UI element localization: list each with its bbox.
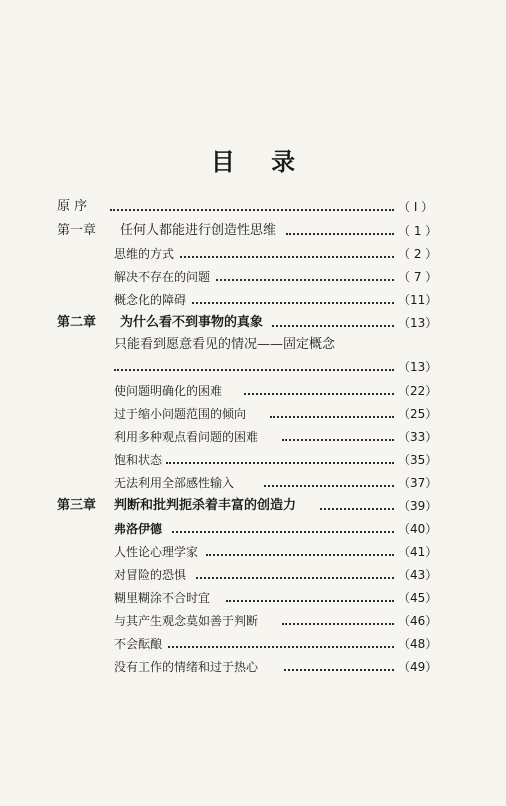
toc-page-number: （13）: [398, 316, 438, 330]
dot-leader: [286, 233, 394, 235]
toc-page-number: （35）: [398, 453, 438, 467]
dot-leader: [226, 600, 394, 602]
toc-chapter-label: 第三章: [57, 498, 97, 513]
toc-row[interactable]: [0, 610, 506, 632]
dot-leader: [206, 554, 394, 556]
toc-chapter-label: 第二章: [57, 315, 97, 330]
toc-row[interactable]: [0, 266, 506, 288]
toc-row[interactable]: [0, 656, 506, 678]
toc-page-number: （46）: [398, 614, 438, 628]
toc-page-number: （13）: [398, 360, 438, 374]
toc-entry-title: 与其产生观念莫如善于判断: [114, 614, 259, 628]
toc-row[interactable]: [0, 633, 506, 655]
dot-leader: [264, 485, 394, 487]
toc-row[interactable]: [0, 289, 506, 311]
dot-leader: [166, 462, 394, 464]
dot-leader: [168, 646, 394, 648]
toc-row[interactable]: [0, 541, 506, 563]
toc-entry-title: 无法利用全部感性输入: [114, 476, 235, 490]
toc-row[interactable]: [0, 196, 506, 218]
toc-row[interactable]: [0, 564, 506, 586]
dot-leader: [192, 302, 394, 304]
dot-leader: [282, 439, 394, 441]
dot-leader: [172, 531, 394, 533]
toc-entry-title: 思维的方式: [114, 247, 175, 261]
toc-entry-title: 使问题明确化的困难: [114, 384, 223, 398]
toc-row[interactable]: [0, 449, 506, 471]
toc-page-number: （40）: [398, 522, 438, 536]
dot-leader: [180, 256, 394, 258]
toc-page-number: （ 2 ）: [398, 247, 438, 261]
toc-row[interactable]: [0, 312, 506, 334]
toc-entry-title: 没有工作的情绪和过于热心: [114, 660, 259, 674]
toc-entry-title: 对冒险的恐惧: [114, 568, 187, 582]
toc-row[interactable]: [0, 380, 506, 402]
toc-page-number: （11）: [398, 293, 438, 307]
toc-entry-title: 人性论心理学家: [114, 545, 199, 559]
toc-row[interactable]: [0, 243, 506, 265]
toc-page-number: （22）: [398, 384, 438, 398]
dot-leader: [320, 508, 394, 510]
toc-page-number: （ I ）: [398, 200, 434, 214]
toc-page-number: （43）: [398, 568, 438, 582]
toc-entry-title: 只能看到愿意看见的情况——固定概念: [114, 337, 336, 352]
toc-page-number: （ 1 ）: [398, 224, 438, 238]
toc-page-number: （39）: [398, 499, 438, 513]
toc-page-number: （33）: [398, 430, 438, 444]
dot-leader: [244, 393, 394, 395]
toc-entry-title: 利用多种观点看问题的困难: [114, 430, 259, 444]
dot-leader: [114, 369, 394, 371]
dot-leader: [272, 325, 394, 327]
toc-page-number: （48）: [398, 637, 438, 651]
toc-row[interactable]: [0, 356, 506, 378]
toc-page-number: （37）: [398, 476, 438, 490]
toc-entry-title: 为什么看不到事物的真象: [120, 315, 264, 330]
dot-leader: [196, 577, 394, 579]
toc-entry-title: 饱和状态: [114, 453, 163, 467]
toc-row[interactable]: [0, 426, 506, 448]
toc-entry-title: 糊里糊涂不合时宜: [114, 591, 211, 605]
toc-entry-title: 任何人都能进行创造性思维: [120, 223, 277, 238]
toc-row[interactable]: [0, 587, 506, 609]
dot-leader: [270, 416, 394, 418]
dot-leader: [282, 623, 394, 625]
toc-page-number: （ 7 ）: [398, 270, 438, 284]
toc-entry-title: 解决不存在的问题: [114, 270, 211, 284]
toc-row[interactable]: [0, 403, 506, 425]
toc-page-number: （25）: [398, 407, 438, 421]
page-title: 目 录: [210, 148, 310, 176]
toc-page-number: （45）: [398, 591, 438, 605]
dot-leader: [216, 279, 394, 281]
dot-leader: [284, 669, 394, 671]
toc-row[interactable]: [0, 220, 506, 242]
toc-entry-title: 概念化的障碍: [114, 293, 187, 307]
toc-page-number: （41）: [398, 545, 438, 559]
toc-row[interactable]: [0, 334, 506, 356]
toc-row[interactable]: [0, 495, 506, 517]
toc-chapter-label: 第一章: [57, 223, 97, 238]
toc-entry-title: 弗洛伊德: [114, 522, 163, 536]
toc-entry-title: 判断和批判扼杀着丰富的创造力: [114, 498, 297, 513]
dot-leader: [110, 209, 394, 211]
toc-row[interactable]: [0, 472, 506, 494]
toc-chapter-label: 原 序: [57, 199, 88, 214]
toc-entry-title: 过于缩小问题范围的倾向: [114, 407, 247, 421]
toc-row[interactable]: [0, 518, 506, 540]
toc-entry-title: 不会酝酿: [114, 637, 163, 651]
toc-page-number: （49）: [398, 660, 438, 674]
